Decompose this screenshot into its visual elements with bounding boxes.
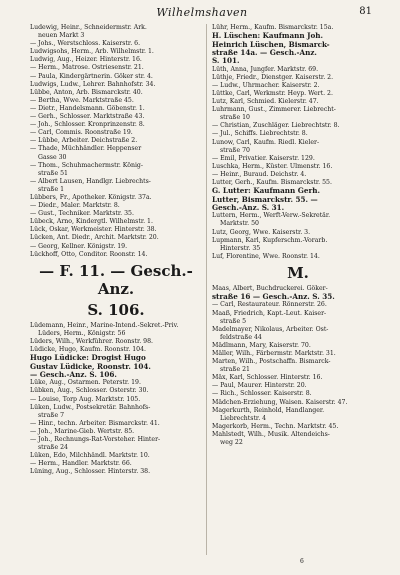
- directory-entry: Heinrich Lüschen, Bismarck-: [212, 40, 330, 49]
- directory-entry: Lübbe, Anton, Arb. Bismarckstr. 40.: [30, 88, 143, 96]
- directory-entry: Lüning, Aug., Schlosser. Hinterstr. 38.: [30, 468, 151, 476]
- directory-entry: Mädchen-Erziehung, Waisen. Kaiserstr. 47.: [212, 398, 348, 406]
- directory-entry: straße 70: [220, 146, 250, 154]
- signature-mark: 6: [300, 558, 304, 565]
- directory-entry: — Johs., Werstschloss. Kaiserstr. 6.: [30, 40, 141, 48]
- section-heading: — F. 11. — Gesch.-Anz.: [39, 261, 193, 298]
- directory-entry: Magerkorb, Herm., Techn. Marktstr. 45.: [212, 422, 339, 430]
- directory-entry: Lübeck, Arno, Kindergtl. Wilhelmstr. 1.: [30, 218, 153, 226]
- directory-entry: Lück, Oskar, Werkmeister. Hinterstr. 38.: [30, 226, 157, 234]
- directory-entry: Lüth, Anna, Jungfer. Marktstr. 69.: [212, 65, 319, 73]
- directory-entry: weg 22: [220, 439, 243, 446]
- directory-entry: — Lübbe, Arbeiter. Deichstraße 2.: [30, 137, 138, 145]
- directory-entry: — Thom., Schuhmachermstr. König-: [30, 161, 143, 169]
- directory-entry: Lübbers, Fr., Apotheker. Königstr. 37a.: [30, 193, 152, 201]
- directory-entry: Ludewig, Heinr., Schneidermstr. Ark.: [30, 24, 147, 31]
- directory-entry: — Bertha, Wwe. Marktstraße 45.: [30, 96, 134, 104]
- page-header: [32, 6, 372, 22]
- directory-entry: Lüttke, Carl, Werkmstr. Heyp. Wert. 2.: [212, 90, 333, 97]
- directory-entry: Lupmann, Karl, Kupferschm.-Vorarb.: [212, 236, 328, 244]
- directory-entry: Lühr, Herm., Kaufm. Bismarckstr. 15a.: [212, 24, 334, 31]
- directory-entry: Mäx, Karl, Schlosser. Hinterstr. 16.: [212, 374, 323, 382]
- directory-entry: Lübken, Aug., Schlosser. Osterstr. 30.: [30, 387, 149, 395]
- directory-entry: Mäller, Wilh., Färbermstr. Marktstr. 31.: [212, 349, 336, 357]
- directory-entry: — Carl, Restaurateur. Rönnerstr. 26.: [212, 301, 327, 309]
- directory-entry: — Diedr., Maler. Marktstr. 8.: [30, 202, 120, 210]
- directory-entry: straße 21: [220, 366, 250, 374]
- directory-entry: Hugo Lüdicke: Drogist Hugo: [30, 354, 146, 363]
- directory-entry: Lüdicke, Hugo, Kaufm. Roonstr. 104.: [30, 346, 146, 353]
- directory-entry: — Heinr., Buraud. Deichstr. 4.: [212, 170, 307, 178]
- directory-entry: Mädlmann, Mary, Kaiserstr. 70.: [212, 341, 311, 349]
- directory-entry: — Emil, Privatier. Kaiserstr. 129.: [212, 154, 315, 162]
- directory-entry: Madelmayer, Nikolaus, Arbeiter. Ost-: [212, 325, 329, 333]
- section-heading: S. 106.: [87, 300, 145, 319]
- directory-entry: Luttern, Herm., Werft-Verw.-Sekretär.: [212, 212, 331, 220]
- directory-entry: — Joh., Rechnungs-Rat-Vorsteher. Hinter-: [30, 435, 161, 443]
- directory-entry: — Dietr., Handelsmann. Göbenstr. 1.: [30, 104, 145, 112]
- directory-entry: Marktstr. 50: [220, 220, 259, 228]
- directory-entry: straße 16 — Gesch.-Anz. S. 35.: [212, 293, 335, 301]
- directory-entry: — Rich., Schlosser. Kaiserstr. 8.: [212, 390, 312, 398]
- directory-entry: Gustav Lüdicke, Roonstr. 104.: [30, 362, 151, 371]
- directory-entry: Luschka, Herm., Küster. Ulmenstr. 16.: [212, 162, 333, 170]
- directory-entry: Hinterstr. 35: [220, 244, 261, 252]
- directory-entry: Lücken, Ant. Diedr., Archit. Marktstr. 20.: [30, 234, 159, 242]
- directory-entry: — Carl, Commis. Roonstraße 19.: [30, 129, 133, 137]
- directory-entry: — Ludw., Uhrmacher. Kaiserstr. 2.: [212, 81, 320, 89]
- directory-entry: straße 51: [38, 169, 68, 177]
- directory-entry: Lüken, Edo, Milchhändl. Marktstr. 10.: [30, 452, 150, 460]
- directory-entry: G. Lutter: Kaufmann Gerh.: [212, 187, 320, 196]
- directory-entry: Luhrmann, Gust., Zimmerer. Liebrecht-: [212, 106, 336, 114]
- directory-entry: Maaß, Friedrich, Kapt.-Leut. Kaiser-: [212, 309, 327, 317]
- directory-entry: Lüthje, Friedr., Dienstger. Kaiserstr. 2.: [212, 73, 334, 81]
- directory-entry: — Herm., Handler. Marktstr. 66.: [30, 460, 132, 468]
- column-divider: [206, 24, 207, 555]
- directory-entry: Lutter, Gerh., Kaufm. Bismarckstr. 55.: [212, 179, 332, 187]
- directory-entry: — Albert Lausen, Handlgr. Liebrechts-: [30, 177, 151, 185]
- directory-entry: Marten, Wilh., Postschaffn. Bismarck-: [212, 358, 331, 366]
- directory-entry: — Paula, Kindergärtnerin. Göker str. 4.: [30, 72, 153, 80]
- directory-entry: neuen Markt 3: [38, 32, 85, 40]
- directory-entry: S. 101.: [212, 57, 240, 66]
- right-column: [212, 24, 384, 447]
- directory-entry: Mahlstedt, Wilh., Musik. Altendeichs-: [212, 430, 330, 438]
- directory-entry: Liebrechtstr. 4: [220, 414, 267, 422]
- directory-entry: Maas, Albert, Buchdruckerei. Göker-: [212, 284, 328, 292]
- directory-entry: straße 1: [38, 185, 65, 193]
- directory-entry: Lüken, Ludw., Postsekretär. Bahnhofs-: [30, 403, 151, 411]
- directory-entry: Lüdemann, Heinr., Marine-Intend.-Sekret.-Priv.: [30, 321, 179, 329]
- directory-entry: — Hinr., techn. Arbeiter. Bismarckstr. 41.: [30, 419, 160, 427]
- directory-entry: — Herm., Matrose. Ostriesenstr. 21.: [30, 64, 144, 72]
- directory-entry: — Paul, Maurer. Hinterstr. 20.: [212, 382, 307, 390]
- page-title: Wilhelmshaven: [156, 6, 248, 19]
- directory-entry: straße 7: [38, 411, 65, 419]
- directory-entry: — Georg, Kellner. Königstr. 19.: [30, 242, 128, 250]
- directory-entry: H. Lüschen: Kaufmann Joh.: [212, 32, 324, 41]
- directory-entry: — Christian, Zuschläger. Liebrechtstr. 8.: [212, 122, 340, 130]
- directory-entry: — Gerh., Schlosser. Marktstraße 43.: [30, 113, 145, 121]
- directory-entry: — Joh., Marine-Gieb. Wertstr. 85.: [30, 427, 135, 435]
- directory-entry: — Gust., Techniker. Marktstr. 35.: [30, 210, 134, 218]
- directory-entry: — Joh., Schlosser. Kronprinzenstr. 8.: [30, 121, 145, 129]
- directory-entry: Lutter, Bismarckstr. 55. —: [212, 195, 318, 204]
- directory-entry: Ludwigsohs, Herm., Arb. Wilhelmstr. 1.: [30, 48, 154, 56]
- directory-entry: — Jul., Schiffs. Liebrechtstr. 8.: [212, 130, 308, 138]
- directory-entry: feldstraße 44: [220, 333, 262, 341]
- directory-entry: Lüders, Wilh., Werkführer. Roonstr. 98.: [30, 337, 153, 345]
- directory-entry: Gasse 30: [38, 153, 67, 161]
- directory-entry: — Louise, Torp Aug. Marktstr. 105.: [30, 395, 141, 403]
- directory-entry: Lutz, Karl, Schmied. Kielerstr. 47.: [212, 98, 319, 106]
- directory-entry: Gesch.-Anz. S. 31.: [212, 203, 285, 212]
- directory-entry: straße 10: [220, 114, 250, 122]
- directory-entry: Lückhoff, Otto, Conditor. Roonstr. 14.: [30, 250, 148, 258]
- directory-entry: Ludwigs, Ludw., Lehrer. Bahnhofstr. 34.: [30, 80, 156, 88]
- directory-entry: Ludwig, Aug., Heizer. Hinterstr. 16.: [30, 56, 142, 64]
- directory-entry: — Thade, Müchhändler. Heppenser: [30, 145, 142, 153]
- directory-entry: Luf, Florentine, Wwe. Roonstr. 14.: [212, 252, 320, 260]
- left-column: [30, 24, 202, 476]
- directory-entry: Lunow, Carl, Kaufm. Riedl. Kieler-: [212, 138, 320, 146]
- directory-entry: straße 14a. — Gesch.-Anz.: [212, 48, 317, 57]
- directory-entry: Magerkurth, Reinhold, Handlanger.: [212, 406, 325, 414]
- directory-entry: — Gesch.-Anz. S. 106.: [30, 370, 117, 379]
- directory-entry: straße 24: [38, 444, 68, 452]
- directory-entry: Lüders, Herm., Königstr. 56: [38, 329, 126, 337]
- directory-entry: Lutz, Georg, Wwe. Kaiserstr. 3.: [212, 228, 311, 236]
- section-heading: M.: [287, 263, 309, 282]
- directory-entry: straße 5: [220, 317, 247, 325]
- page-number: 81: [359, 6, 372, 17]
- directory-entry: Lüke, Aug., Ostarmen. Peterstr. 19.: [30, 379, 141, 387]
